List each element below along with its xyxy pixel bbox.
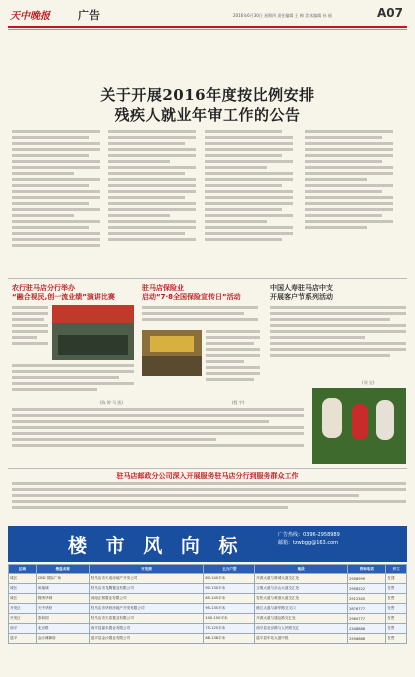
masthead [8,4,407,26]
article-body [12,482,406,520]
table-cell: 开源大道与通达路交汇处 [255,614,348,624]
table-row [9,604,407,614]
property-ad-banner [8,526,407,562]
table-cell: 天中华府 [36,604,89,614]
article-column [108,130,196,270]
table-cell: 在售 [386,604,407,614]
table-cell: 在售 [386,584,407,594]
table-cell: 驻马店市天泰置业有限公司 [89,614,204,624]
photo-caption: (刘 宝) [362,380,375,385]
table-cell: 文明大道与乐山大道交汇处 [255,584,348,594]
table-cell: 2912345 [348,594,386,604]
article-body [12,364,134,400]
table-cell: 90-130平米 [204,584,255,594]
table-cell: 西平 [9,624,37,634]
table-cell: 88-138平米 [204,634,255,644]
column-header: 主力户型 [204,565,255,574]
table-cell: 西平县北京路与人民路交汇 [255,624,348,634]
table-cell: 泰和园 [36,614,89,624]
table-cell: 2876777 [348,604,386,614]
section-divider [8,468,407,469]
newspaper-logo: 天中晚报 [10,11,50,22]
table-cell: 100-150平米 [204,614,255,624]
table-cell: CBD 国际广场 [36,574,89,584]
table-cell: 开发区 [9,614,37,624]
table-row [9,574,407,584]
table-header-row [9,565,407,574]
table-cell: 河南正林置业有限公司 [89,594,204,604]
ad-email: 邮箱：tzwbgg@163.com [278,540,339,546]
table-cell: 遂平县金沙置业有限公司 [89,634,204,644]
photo-caption: (程 宇) [232,400,245,405]
article-column [205,130,293,270]
table-cell: 85-145平米 [204,594,255,604]
table-cell: 2960777 [348,614,386,624]
table-cell: 驻马店市天成房地产开发公司 [89,574,204,584]
table-cell: 城区 [9,584,37,594]
page-number: A07 [377,6,403,20]
edition-info: 2016年6月30日 星期四 责任编辑 王 梅 美术编辑 孙 丽 [233,13,332,18]
masthead-thin-rule [8,29,407,30]
photo-caption: (陈 婷 马 凯) [100,400,123,405]
article-column [12,130,100,270]
table-cell: 在售 [386,614,407,624]
table-cell: 雪松大道与黄淮大道交汇处 [255,594,348,604]
table-row [9,634,407,644]
event-photo [52,305,134,360]
ad-phone: 广告热线：0396-2958989 [278,532,340,538]
table-cell: 西平县嘉禾置业有限公司 [89,624,204,634]
table-cell: 驻马店市龙腾置业有限公司 [89,584,204,594]
table-cell: 锦绣华城 [36,594,89,604]
article-title: 农行驻马店分行举办 “融合视民,创一流业绩”演讲比赛 [12,284,115,301]
table-cell: 金沙滩御府 [36,634,89,644]
table-cell: 2958222 [348,584,386,594]
main-headline-line1: 关于开展2016年度按比例安排 [100,86,315,104]
table-cell: 城区 [9,574,37,584]
article-body [12,408,304,464]
table-row [9,594,407,604]
table-cell: 在售 [386,634,407,644]
column-header: 开工 [386,565,407,574]
table-cell: 2556688 [348,634,386,644]
table-cell: 2958999 [348,574,386,584]
column-header: 区域 [9,565,37,574]
table-row [9,614,407,624]
table-row [9,584,407,594]
table-cell: 开发区 [9,604,37,614]
table-cell: 95-135平米 [204,604,255,614]
table-cell: 城区 [9,594,37,604]
property-listing-table [8,564,407,644]
article-body [12,306,48,356]
table-cell: 遂平县车站大道中段 [255,634,348,644]
table-cell: 北京路 [36,624,89,634]
article-body [142,306,258,324]
table-cell: 75-125平米 [204,624,255,634]
table-cell: 在建 [386,574,407,584]
column-header: 地段 [255,565,348,574]
event-photo [312,388,406,464]
section-divider [8,278,407,279]
table-cell: 80-140平米 [204,574,255,584]
table-row [9,624,407,634]
table-cell: 练江大道与新华路交叉口 [255,604,348,614]
column-header: 开发商 [89,565,204,574]
table-cell: 在售 [386,594,407,604]
article-title: 驻马店保险业 启动“7·8全国保险宣传日”活动 [142,284,241,301]
article-body [270,306,406,376]
column-header: 咨询电话 [348,565,386,574]
section-name: 广告 [78,9,100,22]
column-header: 楼盘名称 [36,565,89,574]
masthead-rule [8,26,407,28]
ad-title: 楼 市 风 向 标 [68,535,244,557]
band-headline: 驻马店邮政分公司深入开展服务驻马店分行到服务群众工作 [116,472,299,480]
table-cell: 凤凰城 [36,584,89,594]
article-title: 中国人寿驻马店中支 开展客户节系列活动 [270,284,333,301]
article-column [305,130,393,270]
article-body [206,330,260,400]
table-cell: 驻马店市华府房地产开发有限公司 [89,604,204,614]
main-headline-line2: 残疾人就业年审工作的公告 [114,106,301,124]
table-cell: 2348888 [348,624,386,634]
table-cell: 在售 [386,624,407,634]
table-cell: 遂平 [9,634,37,644]
event-photo [142,330,202,376]
table-cell: 开源大道与驿城大道交汇处 [255,574,348,584]
